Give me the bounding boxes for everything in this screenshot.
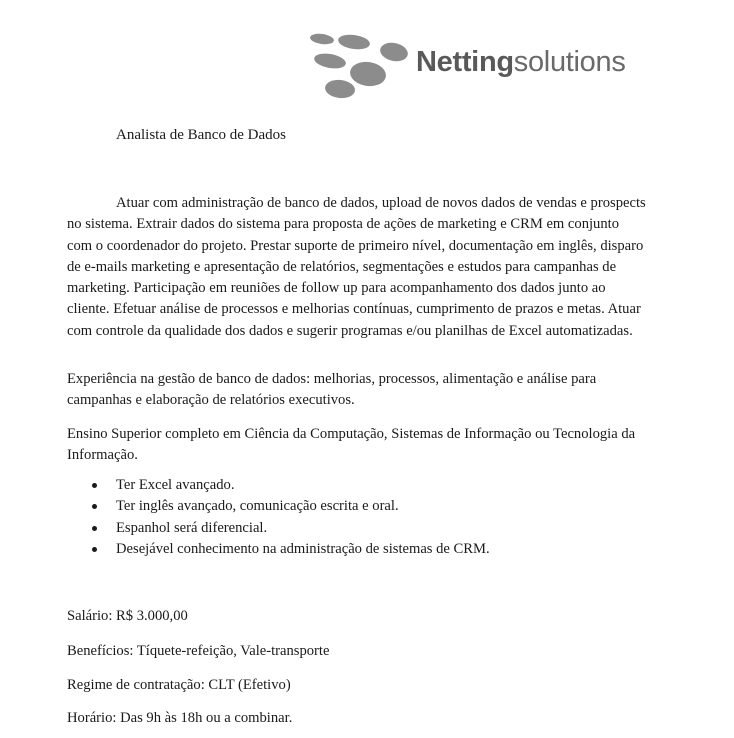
logo-brand-bold: Netting bbox=[416, 46, 514, 78]
list-item bbox=[67, 475, 490, 496]
hours-line: Horário: Das 9h às 18h ou a combinar. bbox=[67, 710, 293, 726]
bullet-icon bbox=[92, 504, 97, 509]
logo-brand-light: solutions bbox=[513, 46, 626, 78]
bullet-icon bbox=[92, 526, 97, 531]
requirement-text: Ter inglês avançado, comunicação escrita e oral. bbox=[116, 498, 399, 515]
list-item bbox=[67, 518, 490, 539]
bullet-icon bbox=[92, 547, 97, 552]
requirement-text: Espanhol será diferencial. bbox=[116, 519, 268, 536]
list-item bbox=[67, 539, 490, 560]
requirement-text: Ter Excel avançado. bbox=[116, 477, 235, 493]
benefits-line: Benefícios: Tíquete-refeição, Vale-transporte bbox=[67, 643, 330, 659]
experience-paragraph: Experiência na gestão de banco de dados: melhorias, processos, alimentação e análise para campanhas e elaboração de relatórios executivos. bbox=[67, 371, 597, 409]
logo-wordmark bbox=[416, 46, 626, 79]
bullet-icon bbox=[92, 483, 97, 488]
salary-line: Salário: R$ 3.000,00 bbox=[67, 608, 188, 624]
requirement-text: Desejável conhecimento na administração de sistemas de CRM. bbox=[116, 541, 490, 558]
regime-line: Regime de contratação: CLT (Efetivo) bbox=[67, 677, 291, 693]
job-description: Atuar com administração de banco de dados, upload de novos dados de vendas e prospects no sistema. Extrair dados do sistema para proposta de ações de marketing e CRM em conjunto com o coordenador do projeto. Prestar suporte de primeiro nível, documentação em inglês, disparo de e-mails marketing e apresentação de relatórios, segmentações e estudos para campanhas de marketing. Participação em reuniões de follow up para acompanhamento dos dados junto ao cliente. Efetuar análise de processos e melhorias contínuas, cumprimento de prazos e metas. Atuar com controle da qualidade dos dados e sugerir programas e/ou planilhas de Excel automatizadas. bbox=[67, 195, 646, 339]
job-title: Analista de Banco de Dados bbox=[116, 127, 286, 143]
list-item bbox=[67, 496, 490, 517]
logo-mark-icon bbox=[306, 30, 416, 100]
requirements-list bbox=[67, 475, 490, 561]
education-paragraph: Ensino Superior completo em Ciência da Computação, Sistemas de Informação ou Tecnologia da Informação. bbox=[67, 426, 636, 464]
netting-solutions-logo bbox=[306, 30, 646, 100]
